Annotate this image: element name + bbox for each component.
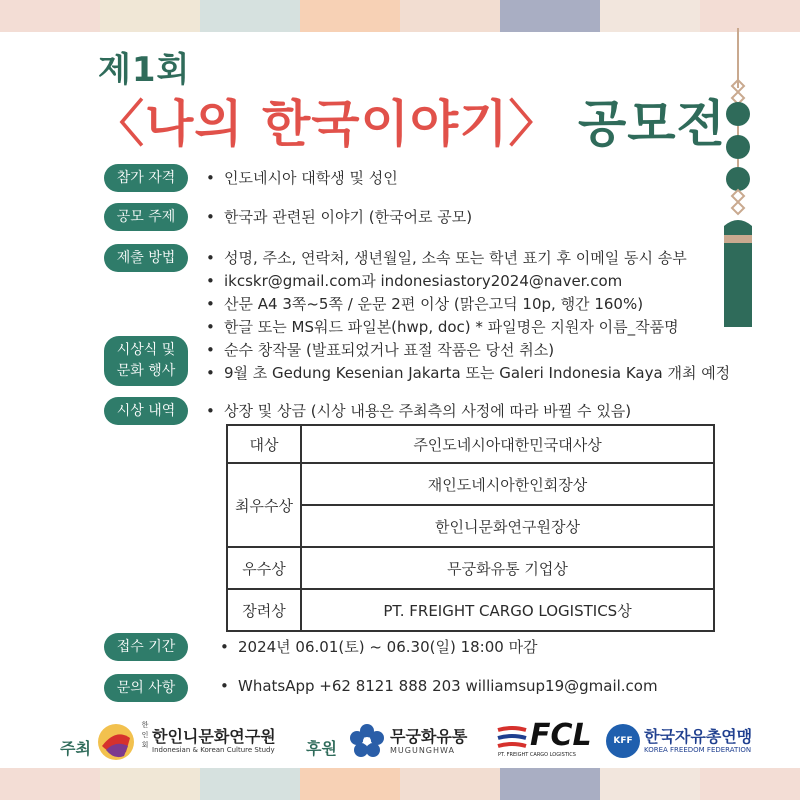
- award-prize: 한인니문화연구원장상: [301, 505, 714, 547]
- band-segment: [400, 768, 500, 800]
- edition-label: 제1회: [98, 50, 191, 90]
- ceremony-label-1: 시상식 및: [116, 342, 176, 358]
- band-segment: [100, 768, 200, 800]
- list-item: • 9월 초 Gedung Kesenian Jakarta 또는 Galeri Indonesia Kaya 개최 예정: [206, 362, 730, 383]
- band-segment: [300, 0, 400, 32]
- band-segment: [600, 768, 700, 800]
- band-segment: [200, 768, 300, 800]
- band-segment: [300, 768, 400, 800]
- award-prize: 주인도네시아대한민국대사상: [301, 425, 714, 463]
- band-segment: [700, 768, 800, 800]
- eligibility-label: 참가 자격: [116, 169, 176, 186]
- bottom-color-band: [0, 768, 800, 800]
- theme-pill: [104, 203, 188, 231]
- award-prize: PT. FREIGHT CARGO LOGISTICS상: [301, 589, 714, 631]
- list-item: • 상장 및 상금 (시상 내용은 주최측의 사정에 따라 바뀔 수 있음): [206, 400, 631, 421]
- host-subtitle: Indonesian & Korean Culture Study: [152, 746, 275, 754]
- eligibility-pill: [104, 164, 188, 192]
- host-vertical-char: 회: [141, 741, 149, 749]
- host-name: 한인니문화연구원: [152, 727, 276, 746]
- host-vertical-text: [140, 720, 150, 750]
- mugunghwa-flower-icon: [350, 724, 384, 758]
- list-item: • 인도네시아 대학생 및 성인: [206, 167, 398, 188]
- mugunghwa-english: MUGUNGHWA: [390, 746, 455, 755]
- table-row: [227, 425, 714, 463]
- kff-english: KOREA FREEDOM FEDERATION: [644, 746, 752, 754]
- host-vertical-char: 한: [141, 721, 149, 729]
- contact-label: 문의 사항: [116, 679, 176, 696]
- list-item: • 성명, 주소, 연락처, 생년월일, 소속 또는 학년 표기 후 이메일 동시 송부: [206, 247, 687, 268]
- fcl-stripes-icon: [496, 726, 528, 750]
- table-row: [227, 463, 714, 505]
- page-title: [94, 84, 726, 156]
- period-label: 접수 기간: [116, 638, 176, 655]
- list-item: • 한국과 관련된 이야기 (한국어로 공모): [206, 206, 472, 227]
- kff-name: 한국자유총연맹: [644, 727, 753, 746]
- band-segment: [400, 0, 500, 32]
- ceremony-pill: [104, 336, 188, 386]
- kff-badge-icon: KFF: [606, 724, 640, 758]
- fcl-subtitle: PT. FREIGHT CARGO LOGISTICS: [498, 752, 576, 758]
- award-category: 우수상: [227, 547, 301, 589]
- award-category: 최우수상: [227, 463, 301, 547]
- theme-label: 공모 주제: [116, 208, 176, 225]
- awards-label: 시상 내역: [116, 402, 176, 419]
- title-main: 〈나의 한국이야기〉: [94, 95, 560, 153]
- mugunghwa-name: 무궁화유통: [390, 727, 468, 746]
- host-label: 주최: [60, 739, 91, 758]
- table-row: [227, 589, 714, 631]
- top-color-band: [0, 0, 800, 32]
- host-vertical-char: 인: [141, 731, 149, 739]
- sponsor-label: 후원: [306, 739, 337, 758]
- title-suffix: 공모전: [577, 95, 726, 153]
- band-segment: [600, 0, 700, 32]
- award-prize: 무궁화유통 기업상: [301, 547, 714, 589]
- contact-pill: [104, 674, 188, 702]
- band-segment: [200, 0, 300, 32]
- submission-pill: [104, 244, 188, 272]
- footer-logos: [0, 712, 800, 768]
- band-segment: [500, 768, 600, 800]
- fcl-logo-text: FCL: [530, 718, 592, 753]
- list-item: • 2024년 06.01(토) ~ 06.30(일) 18:00 마감: [220, 636, 538, 657]
- host-logo-icon: [96, 722, 136, 762]
- period-pill: [104, 633, 188, 661]
- award-prize: 재인도네시아한인회장상: [301, 463, 714, 505]
- list-item: • 한글 또는 MS워드 파일본(hwp, doc) * 파일명은 지원자 이름_작품명: [206, 316, 679, 337]
- list-item: • 산문 A4 3쪽~5쪽 / 운문 2편 이상 (맑은고딕 10p, 행간 160%): [206, 293, 643, 314]
- list-item: • 순수 창작물 (발표되었거나 표절 작품은 당선 취소): [206, 339, 554, 360]
- band-segment: [500, 0, 600, 32]
- table-row: [227, 547, 714, 589]
- list-item: • WhatsApp +62 8121 888 203 williamsup19@gmail.com: [220, 677, 658, 695]
- list-item: • ikcskr@gmail.com과 indonesiastory2024@naver.com: [206, 270, 622, 291]
- award-category: 대상: [227, 425, 301, 463]
- award-table: [226, 424, 715, 632]
- band-segment: [0, 768, 100, 800]
- ceremony-label-2: 문화 행사: [116, 363, 176, 379]
- table-row: [227, 505, 714, 547]
- award-category: 장려상: [227, 589, 301, 631]
- submission-label: 제출 방법: [116, 249, 176, 266]
- band-segment: [100, 0, 200, 32]
- band-segment: [0, 0, 100, 32]
- awards-pill: [104, 397, 188, 425]
- norigae-ornament-icon: [716, 28, 760, 328]
